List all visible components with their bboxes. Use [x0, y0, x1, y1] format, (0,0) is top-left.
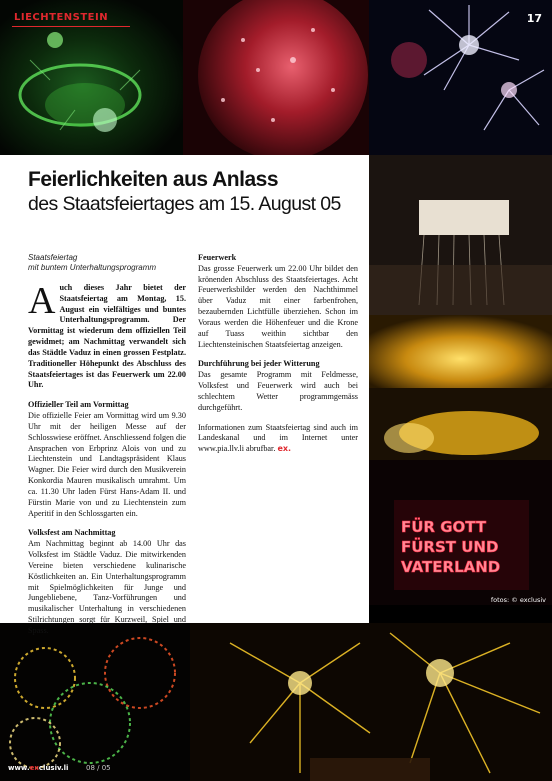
- photo-neon-sign: [369, 460, 552, 605]
- heading-weather: Durchführung bei jeder Witterung: [198, 359, 320, 369]
- footer-issue: 08 / 05: [86, 764, 111, 772]
- heading-official-part: Offizieller Teil am Vormittag: [28, 400, 129, 410]
- photo-colored-bursts: [0, 623, 190, 781]
- photo-blue-white-firework: [369, 0, 552, 155]
- lead-paragraph: Auch dieses Jahr bietet der Staatsfeiertag am Montag, 15. August ein vielfältiges und buntes Unterhaltungsprogramm. Der Vormittag ist wiederum dem offiziellen Teil gewidmet; am Nachmittag verwandelt sich das Städtle Vaduz in einen grossen Festplatz. Traditioneller Höhepunkt des Abschluss des Staatsfeiertages ist das Feuerwerk um 22.00 Uhr.: [28, 280, 186, 390]
- section-label: LIECHTENSTEIN: [14, 12, 109, 23]
- end-mark: ex.: [277, 444, 292, 454]
- photo-credit: fotos: © exclusiv: [490, 596, 546, 604]
- photo-green-firework: [0, 0, 183, 155]
- sign-line-1: FÜR GOTT: [401, 518, 487, 536]
- heading-volksfest: Volksfest am Nachmittag: [28, 528, 116, 538]
- paragraph-closing: Informationen zum Staatsfeiertag sind auch im Landeskanal und im Internet unter www.pia.llv.li abrufbar. ex.: [198, 422, 358, 454]
- paragraph-weather: Das gesamte Programm mit Feldmesse, Volksfest und Feuerwerk wird auch bei schlechtem Wetter programmgemäss durchgeführt.: [198, 370, 358, 412]
- heading-feuerwerk: Feuerwerk: [198, 253, 237, 262]
- photo-sparkler-waterfall: [369, 155, 552, 315]
- article-kicker-sub: mit buntem Unterhaltungsprogramm: [28, 263, 157, 272]
- photo-yellow-blaze-1: [369, 315, 552, 388]
- article-title: Feierlichkeiten aus Anlass: [28, 168, 279, 191]
- article-column-1: [28, 280, 186, 646]
- footer-url[interactable]: www.exclusiv.li: [8, 764, 69, 772]
- article-subtitle: des Staatsfeiertages am 15. August 05: [28, 193, 341, 215]
- article-kicker: Staatsfeiertag: [28, 253, 78, 262]
- sign-line-2: FÜRST UND: [401, 538, 499, 556]
- sign-line-3: VATERLAND: [401, 558, 501, 576]
- paragraph-feuerwerk: Das grosse Feuerwerk um 22.00 Uhr bildet den krönenden Abschluss des Staatsfeiertages. Acht Feuerwerksbilder werden den Nachthimmel über Vaduz mit einer farbenfrohen, bezaubernden Lichtfülle überziehen. Schon im Voraus werden die Höhenfeuer und die Krone auf Tuass weithin sichtbar den Liechtensteinischen Staatsfeiertag anzeigen.: [198, 263, 358, 349]
- article-column-2: [198, 253, 358, 464]
- photo-golden-bursts: [190, 623, 552, 781]
- photo-red-firework: [183, 0, 369, 155]
- section-rule: [12, 26, 130, 27]
- paragraph-official-part: Die offizielle Feier am Vormittag wird um 9.30 Uhr mit der heiligen Messe auf der Schlosswiese eröffnet. Anschliessend folgen die Ansprachen von Erbprinz Alois von und zu Liechtenstein und Landtagspräsident Klaus Wagner. Die Feier wird durch den Musikverein Konkordia Mauren musikalisch umrahmt. Um ca. 11.30 Uhr laden Fürst Hans-Adam II. und Fürstin Marie von und zu Liechtenstein zum Aperitif in den Schlossgarten ein.: [28, 411, 186, 518]
- article-box: [0, 155, 369, 635]
- photo-yellow-blaze-2: [369, 388, 552, 460]
- page-number: 17: [526, 12, 542, 25]
- paragraph-volksfest: Am Nachmittag beginnt ab 14.00 Uhr das Volksfest im Städtle Vaduz. Die mitwirkenden Vereine bieten verschiedene kulinarische Köstlichkeiten an. Ein Unterhaltungsprogramm mit Spielmöglichkeiten für Junge und Jungebliebene, Tanz-Vorführungen und musikalischer Unterhaltung in verschiedenen Stilrichtungen sorgt für Kurzweil, Spiel und Spass.: [28, 539, 186, 635]
- dropcap: A: [28, 280, 56, 322]
